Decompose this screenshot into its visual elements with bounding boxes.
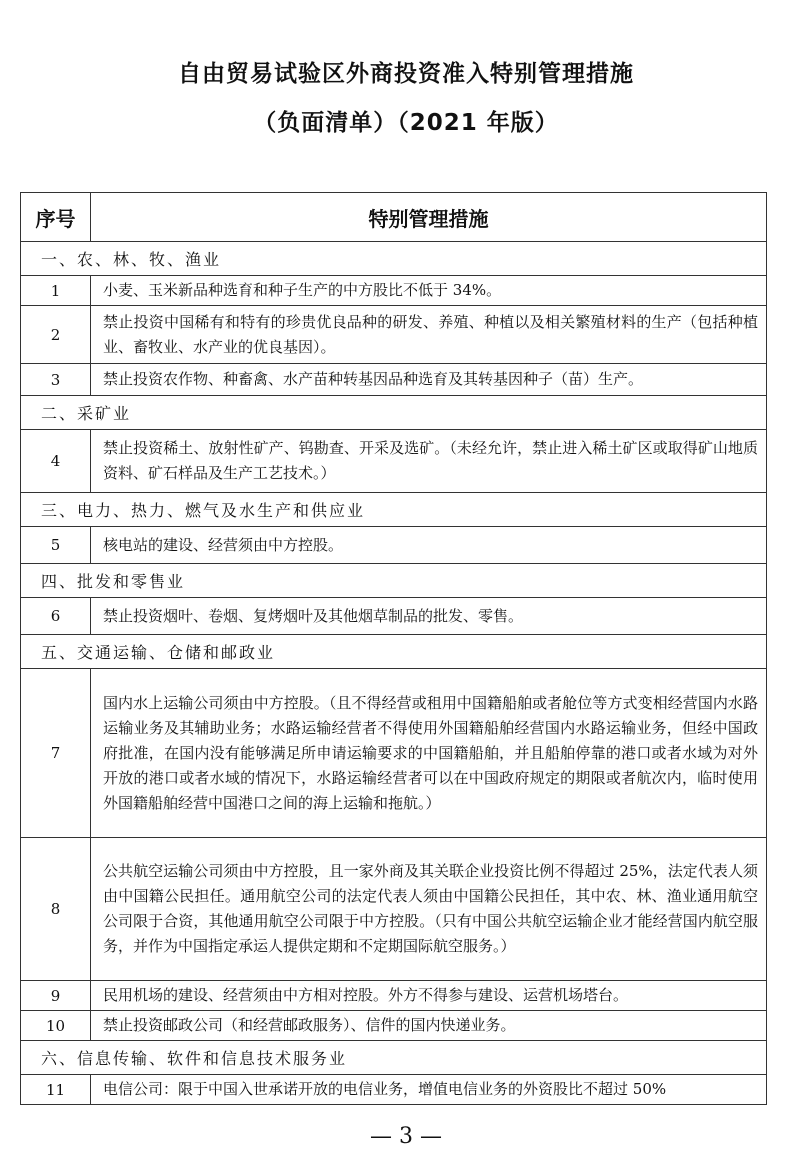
negative-list-table: [20, 192, 767, 1105]
section-row: [21, 635, 767, 669]
section-heading: 二、采矿业: [21, 396, 767, 430]
section-row: [21, 493, 767, 527]
measure-text: 民用机场的建设、经营须由中方相对控股。外方不得参与建设、运营机场塔台。: [91, 981, 767, 1011]
table-row: [21, 669, 767, 838]
page-number: — 3 —: [370, 1124, 442, 1149]
row-number: 8: [21, 838, 91, 981]
section-row: [21, 1041, 767, 1075]
measure-text: 禁止投资稀土、放射性矿产、钨勘查、开采及选矿。（未经允许，禁止进入稀土矿区或取得矿山地质资料、矿石样品及生产工艺技术。）: [91, 430, 767, 493]
table-row: [21, 430, 767, 493]
section-row: [21, 396, 767, 430]
table-row: [21, 276, 767, 306]
measure-text: 禁止投资农作物、种畜禽、水产苗种转基因品种选育及其转基因种子（苗）生产。: [91, 364, 767, 396]
measure-text: 电信公司：限于中国入世承诺开放的电信业务，增值电信业务的外资股比不超过 50%: [91, 1075, 767, 1105]
measure-text: 小麦、玉米新品种选育和种子生产的中方股比不低于 34%。: [91, 276, 767, 306]
measure-text: 禁止投资邮政公司（和经营邮政服务）、信件的国内快递业务。: [91, 1011, 767, 1041]
table-row: [21, 527, 767, 564]
row-number: 1: [21, 276, 91, 306]
measure-text: 禁止投资烟叶、卷烟、复烤烟叶及其他烟草制品的批发、零售。: [91, 598, 767, 635]
table-row: [21, 364, 767, 396]
table-row: [21, 1011, 767, 1041]
section-heading: 一、农、林、牧、渔业: [21, 242, 767, 276]
row-number: 10: [21, 1011, 91, 1041]
section-heading: 三、电力、热力、燃气及水生产和供应业: [21, 493, 767, 527]
table-row: [21, 306, 767, 364]
table-row: [21, 981, 767, 1011]
header-serial-number: 序号: [21, 193, 91, 242]
row-number: 9: [21, 981, 91, 1011]
measure-text: 国内水上运输公司须由中方控股。（且不得经营或租用中国籍船舶或者舱位等方式变相经营国内水路运输业务及其辅助业务；水路运输经营者不得使用外国籍船舶经营国内水路运输业务，但经中国政府批准，在国内没有能够满足所申请运输要求的中国籍船舶，并且船舶停靠的港口或者水域为对外开放的港口或者水域的情况下，水路运输经营者可以在中国政府规定的期限或者航次内，临时使用外国籍船舶经营中国港口之间的海上运输和拖航。）: [91, 669, 767, 838]
table-row: [21, 838, 767, 981]
row-number: 2: [21, 306, 91, 364]
row-number: 7: [21, 669, 91, 838]
section-heading: 六、信息传输、软件和信息技术服务业: [21, 1041, 767, 1075]
row-number: 11: [21, 1075, 91, 1105]
measure-text: 核电站的建设、经营须由中方控股。: [91, 527, 767, 564]
section-row: [21, 564, 767, 598]
measure-text: 公共航空运输公司须由中方控股，且一家外商及其关联企业投资比例不得超过 25%，法定代表人须由中国籍公民担任。通用航空公司的法定代表人须由中国籍公民担任，其中农、林、渔业通用航空公司限于合资，其他通用航空公司限于中方控股。（只有中国公共航空运输企业才能经营国内航空服务，并作为中国指定承运人提供定期和不定期国际航空服务。）: [91, 838, 767, 981]
row-number: 3: [21, 364, 91, 396]
table-row: [21, 598, 767, 635]
section-row: [21, 242, 767, 276]
row-number: 5: [21, 527, 91, 564]
document-title: 自由贸易试验区外商投资准入特别管理措施: [178, 61, 634, 87]
table-header-row: [21, 193, 767, 242]
table-row: [21, 1075, 767, 1105]
document-subtitle: （负面清单）（2021 年版）: [253, 110, 559, 136]
measure-text: 禁止投资中国稀有和特有的珍贵优良品种的研发、养殖、种植以及相关繁殖材料的生产（包括种植业、畜牧业、水产业的优良基因）。: [91, 306, 767, 364]
section-heading: 五、交通运输、仓储和邮政业: [21, 635, 767, 669]
row-number: 6: [21, 598, 91, 635]
row-number: 4: [21, 430, 91, 493]
section-heading: 四、批发和零售业: [21, 564, 767, 598]
header-special-measures: 特别管理措施: [91, 193, 767, 242]
